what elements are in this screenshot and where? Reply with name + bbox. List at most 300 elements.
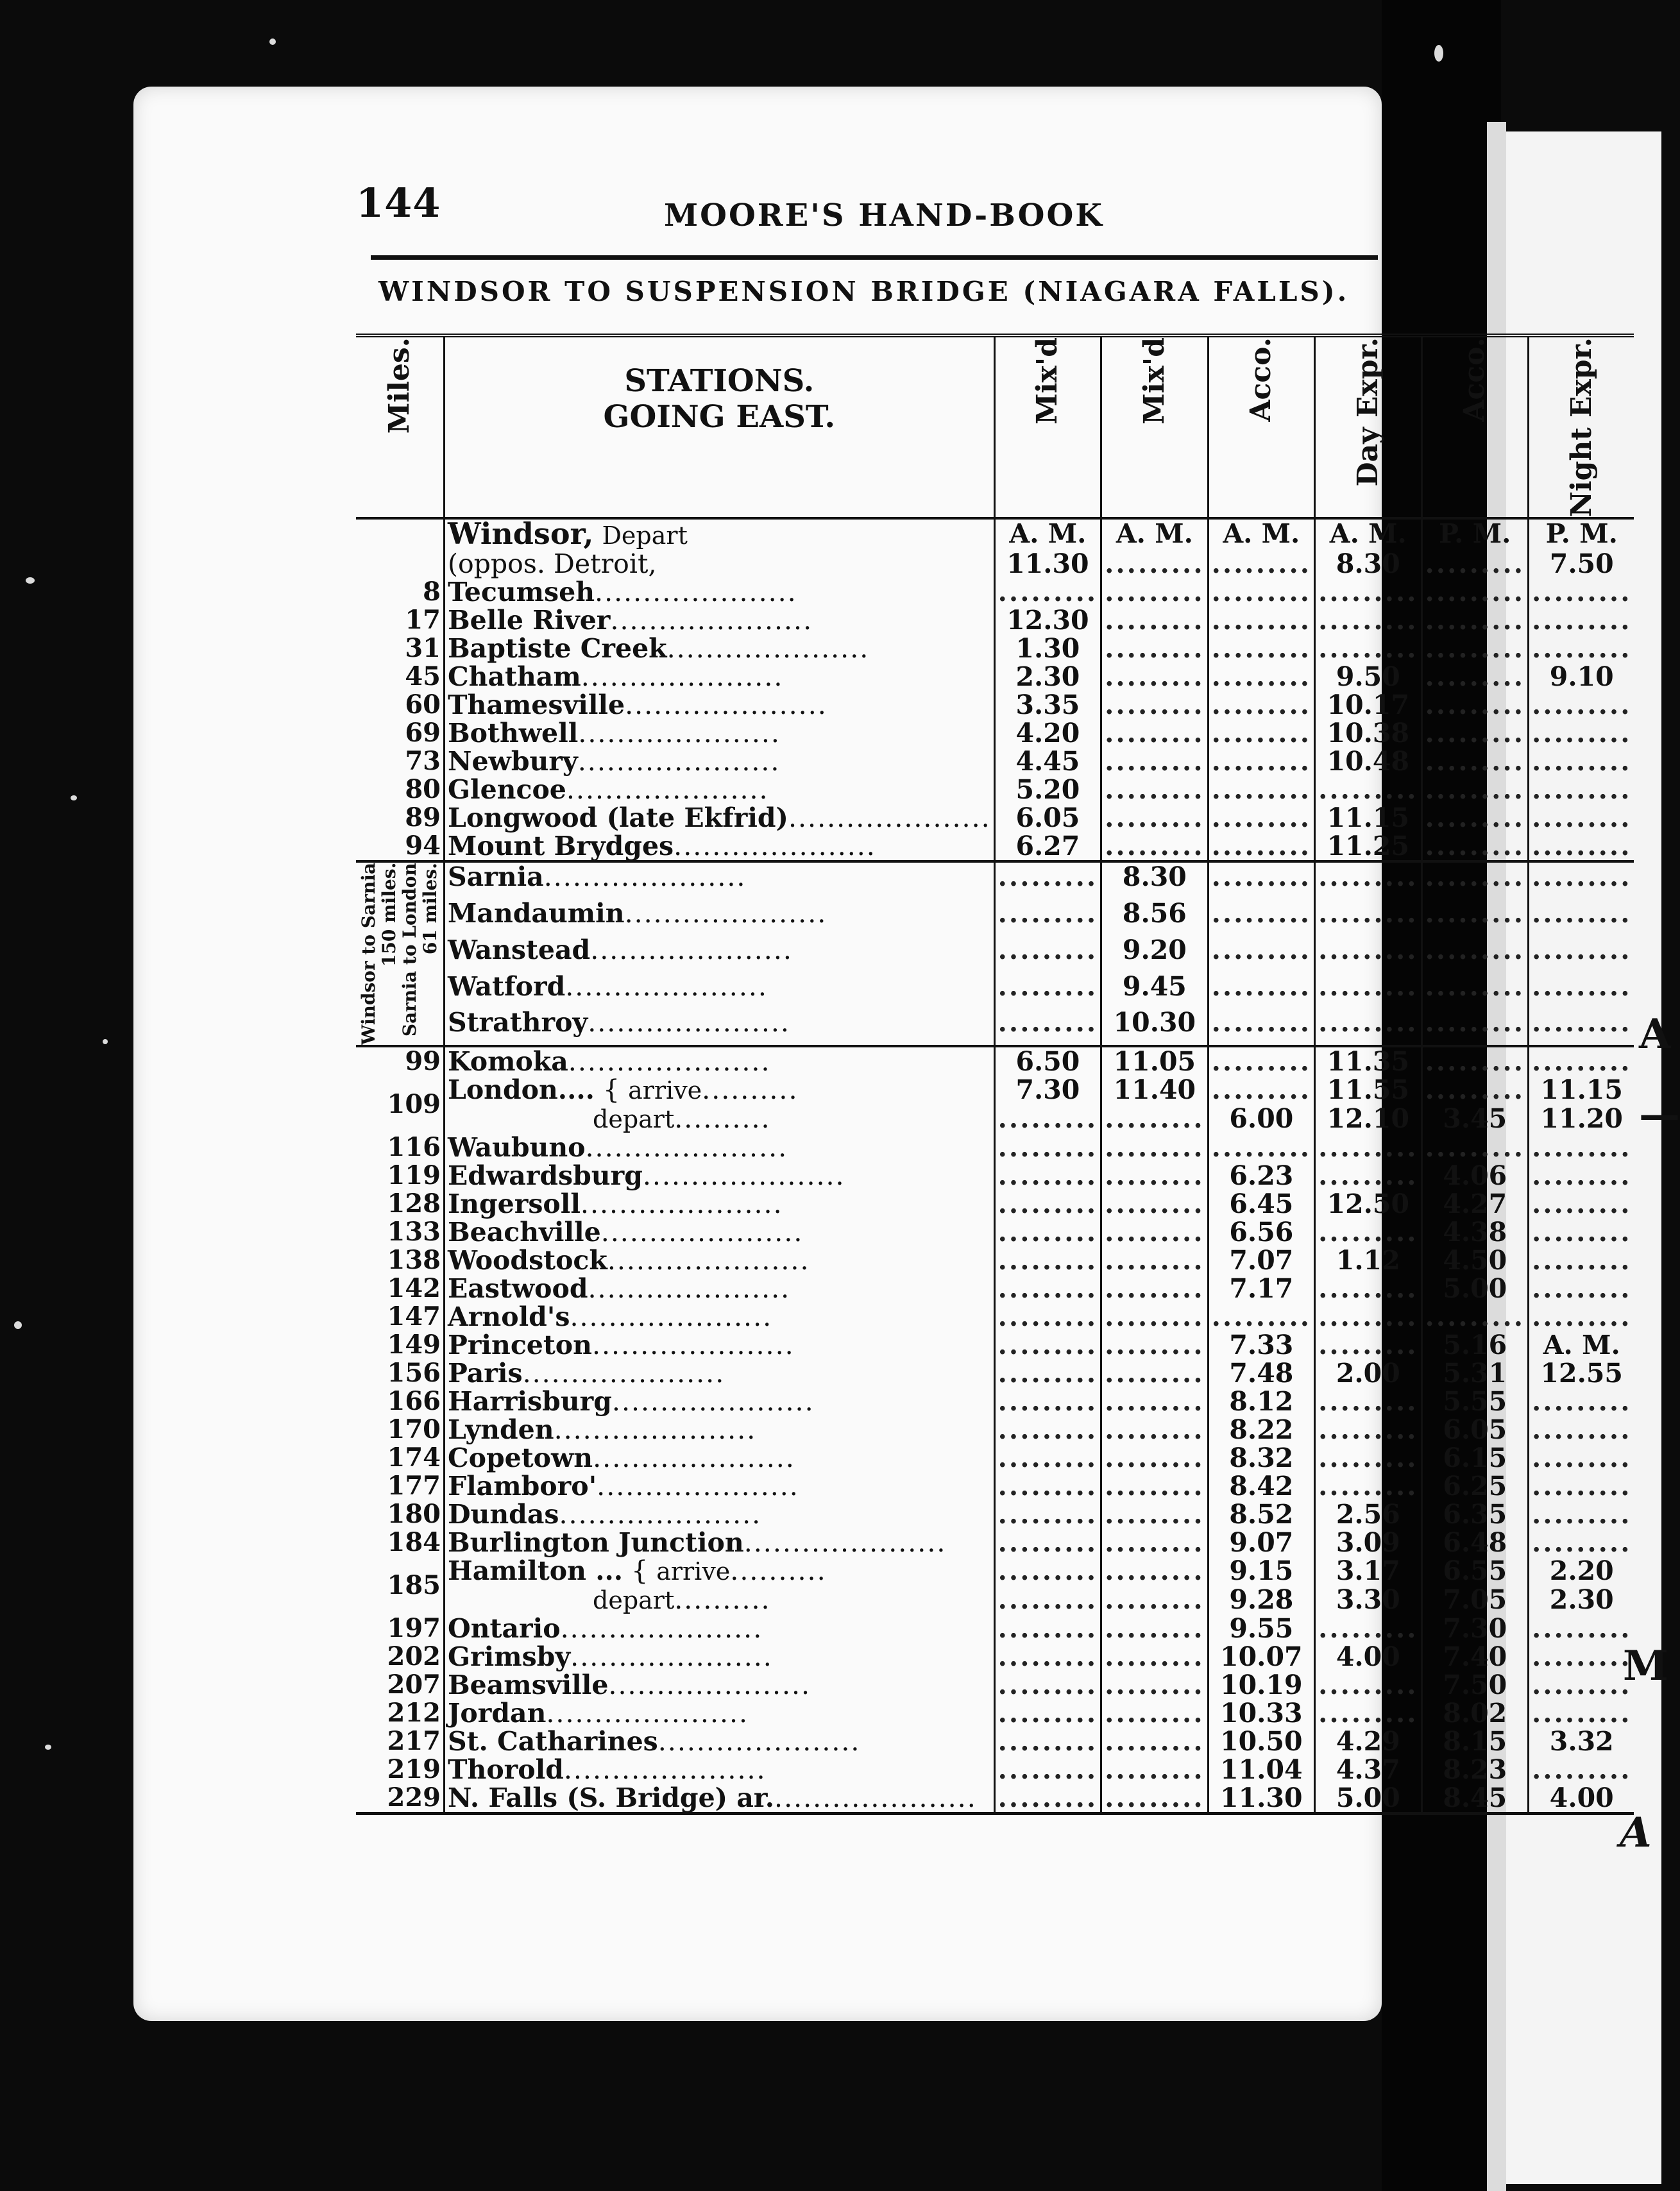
time-cell [1529, 899, 1634, 936]
table-row [356, 518, 1634, 550]
time-cell [994, 1331, 1101, 1359]
empty-time-dots: ......... [1532, 1189, 1632, 1220]
empty-time-dots: ......... [1532, 802, 1632, 834]
empty-time-dots: ......... [997, 1217, 1098, 1248]
page-number: 144 [356, 180, 441, 226]
time-cell: 7.40 [1421, 1643, 1528, 1671]
time-cell [1421, 691, 1528, 719]
leader-dots: ..................... [570, 1301, 773, 1333]
empty-time-dots: ......... [1105, 774, 1205, 806]
leader-dots: ..................... [577, 746, 781, 777]
station-name: Paris [448, 1358, 523, 1389]
time-cell [1421, 747, 1528, 775]
time-cell [1421, 663, 1528, 691]
station-name: Bothwell [448, 718, 579, 749]
time-cell [994, 1586, 1101, 1614]
table-row [356, 1472, 1634, 1500]
time-cell [1101, 606, 1208, 634]
time-cell: 12.30 [994, 606, 1101, 634]
timetable-page-content [318, 180, 1632, 1814]
station-name: Beamsville [448, 1670, 609, 1701]
station-cell [445, 936, 995, 972]
time-cell [1529, 1133, 1634, 1162]
time-cell [1101, 832, 1208, 861]
time-cell: 7.30 [1421, 1614, 1528, 1643]
time-cell: 6.55 [1421, 1557, 1528, 1586]
table-row [356, 719, 1634, 747]
station-cell [445, 663, 995, 691]
empty-time-dots: ......... [1318, 1471, 1418, 1502]
time-cell [1101, 1784, 1208, 1814]
arrive-label: arrive [656, 1557, 731, 1586]
empty-time-dots: ......... [1105, 1584, 1205, 1616]
time-cell [1421, 1303, 1528, 1331]
empty-time-dots: ......... [1425, 577, 1525, 608]
empty-time-dots: ......... [997, 1698, 1098, 1729]
train-header: Acco. [1208, 335, 1314, 518]
time-cell: 8.22 [1208, 1416, 1314, 1444]
station-cell [445, 1046, 995, 1076]
empty-time-dots: ......... [1532, 1527, 1632, 1559]
facing-page-glyph: — [1639, 1090, 1680, 1138]
station-name: Glencoe [448, 774, 566, 806]
branch-note-line: Sarnia to London [399, 863, 420, 1037]
time-cell [1101, 1699, 1208, 1727]
station-cell [445, 1008, 995, 1046]
empty-time-dots: ......... [1425, 1046, 1525, 1078]
miles-cell: 138 [356, 1246, 445, 1274]
time-cell [1529, 936, 1634, 972]
time-cell: 11.55 [1315, 1076, 1421, 1104]
station-name: Baptiste Creek [448, 633, 667, 664]
empty-time-dots: ......... [1105, 689, 1205, 721]
miles-cell: 89 [356, 804, 445, 832]
time-cell [1421, 936, 1528, 972]
empty-time-dots: ......... [1318, 633, 1418, 664]
miles-cell: 197 [356, 1614, 445, 1643]
time-cell [1529, 1008, 1634, 1046]
time-cell [994, 1557, 1101, 1586]
miles-cell: 119 [356, 1162, 445, 1190]
time-cell [1529, 719, 1634, 747]
time-cell [1101, 1671, 1208, 1699]
station-name: Flamboro' [448, 1471, 597, 1502]
empty-time-dots: ......... [1318, 935, 1418, 966]
branch-note-line: 61 miles. [420, 863, 441, 955]
time-cell [994, 1218, 1101, 1246]
station-cell [445, 804, 995, 832]
empty-time-dots: ......... [1211, 861, 1312, 893]
time-cell [1315, 1303, 1421, 1331]
station-name: Eastwood [448, 1273, 588, 1305]
empty-time-dots: ......... [997, 1160, 1098, 1192]
time-cell: A. M. [1315, 518, 1421, 550]
leader-dots: ..................... [568, 1046, 771, 1078]
time-cell [994, 1133, 1101, 1162]
empty-time-dots: ......... [1105, 1273, 1205, 1305]
table-row [356, 1162, 1634, 1190]
time-cell [994, 1671, 1101, 1699]
time-cell [994, 1727, 1101, 1755]
time-cell: 2.56 [1315, 1500, 1421, 1528]
time-cell [1101, 1218, 1208, 1246]
time-cell: 11.35 [1315, 1046, 1421, 1076]
miles-cell: 69 [356, 719, 445, 747]
empty-time-dots: ......... [1105, 605, 1205, 636]
leader-dots: ..................... [522, 1358, 725, 1389]
empty-time-dots: ......... [1532, 935, 1632, 966]
time-cell: 8.15 [1421, 1727, 1528, 1755]
time-cell: 1.30 [994, 634, 1101, 663]
table-row [356, 1387, 1634, 1416]
station-name: Jordan [448, 1698, 547, 1729]
empty-time-dots: ......... [1532, 1301, 1632, 1333]
station-name: Wanstead [448, 935, 591, 966]
time-cell: A. M. [1101, 518, 1208, 550]
station-cell [445, 518, 995, 550]
time-cell: 4.00 [1529, 1784, 1634, 1814]
time-cell: 6.25 [1421, 1472, 1528, 1500]
leader-dots: ..................... [595, 577, 797, 608]
empty-time-dots: ......... [1425, 1301, 1525, 1333]
time-cell [1315, 1472, 1421, 1500]
empty-time-dots: ......... [997, 1613, 1098, 1645]
empty-time-dots: ......... [1211, 605, 1312, 636]
table-row [356, 1359, 1634, 1387]
time-cell: 3.35 [994, 691, 1101, 719]
leader-dots: ..................... [588, 1007, 790, 1038]
time-cell [1529, 1671, 1634, 1699]
time-cell: 2.20 [1549, 1555, 1614, 1587]
empty-time-dots: ......... [1532, 1160, 1632, 1192]
station-name: Lynden [448, 1414, 554, 1446]
time-cell [1529, 1303, 1634, 1331]
table-row [356, 832, 1634, 861]
time-cell: 9.20 [1101, 936, 1208, 972]
time-cell [1421, 1133, 1528, 1162]
time-cell: 1.12 [1315, 1246, 1421, 1274]
time-cell [1529, 578, 1634, 606]
time-cell [1529, 1528, 1634, 1557]
empty-time-dots: ......... [1318, 1217, 1418, 1248]
time-cell [994, 1008, 1101, 1046]
miles-header: Miles. [356, 335, 445, 518]
leader-dots: ..................... [743, 1527, 947, 1559]
depart-label: depart [593, 1586, 675, 1615]
time-cell: 5.31 [1421, 1359, 1528, 1387]
time-cell [1315, 1274, 1421, 1303]
time-cell [1529, 1190, 1634, 1218]
empty-time-dots: ......... [1425, 1007, 1525, 1038]
time-cell [1101, 804, 1208, 832]
empty-time-dots: ......... [1425, 633, 1525, 664]
station-cell [445, 1387, 995, 1416]
miles-cell: 166 [356, 1387, 445, 1416]
time-cell [1101, 1444, 1208, 1472]
time-cell: 9.55 [1208, 1614, 1314, 1643]
table-row [356, 1133, 1634, 1162]
leader-dots: ..................... [559, 1499, 762, 1530]
time-cell: A. M. [1208, 518, 1314, 550]
time-cell [1529, 861, 1634, 899]
station-cell: Hamilton ... { arrive.......... [445, 1557, 995, 1586]
time-cell: 10.17 [1315, 691, 1421, 719]
table-row [356, 899, 1634, 936]
time-cell: 6.05 [1421, 1416, 1528, 1444]
leader-dots: ..................... [674, 831, 876, 862]
time-cell: 8.45 [1421, 1784, 1528, 1814]
miles-cell: 45 [356, 663, 445, 691]
station-name: St. Catharines [448, 1726, 658, 1757]
time-cell: 11.04 [1208, 1755, 1314, 1784]
miles-cell: 8 [356, 578, 445, 606]
empty-time-dots: ......... [1425, 802, 1525, 834]
empty-time-dots: ......... [1105, 1414, 1205, 1446]
table-row [356, 972, 1634, 1009]
miles-cell: 180 [356, 1500, 445, 1528]
station-name: Longwood (late Ekfrid) [448, 802, 788, 834]
time-cell [1101, 719, 1208, 747]
time-cell: 7.48 [1208, 1359, 1314, 1387]
time-cell [1529, 747, 1634, 775]
empty-time-dots: ......... [1532, 1217, 1632, 1248]
empty-time-dots: ......... [1105, 802, 1205, 834]
empty-time-dots: ......... [997, 1782, 1098, 1814]
time-cell: P. M. [1421, 518, 1528, 550]
time-cell [994, 1755, 1101, 1784]
time-cell [1101, 1359, 1208, 1387]
empty-time-dots: ......... [997, 1330, 1098, 1361]
time-cell [1101, 691, 1208, 719]
station-name: Chatham [448, 661, 581, 693]
miles-cell: 174 [356, 1444, 445, 1472]
time-cell: 10.30 [1101, 1008, 1208, 1046]
table-row [356, 1076, 1634, 1104]
time-cell [1101, 1331, 1208, 1359]
miles-cell: 116 [356, 1133, 445, 1162]
station-cell [445, 1727, 995, 1755]
empty-time-dots: ......... [1105, 1330, 1205, 1361]
leader-dots: ..................... [565, 970, 768, 1002]
miles-cell: 170 [356, 1416, 445, 1444]
station-cell [445, 1528, 995, 1557]
time-cell: 10.38 [1315, 719, 1421, 747]
empty-time-dots: ......... [1105, 1471, 1205, 1502]
leader-dots: ..................... [566, 774, 769, 806]
time-cell [1101, 663, 1208, 691]
time-cell [994, 1387, 1101, 1416]
route-title: WINDSOR TO SUSPENSION BRIDGE (NIAGARA FALLS). [378, 276, 1350, 307]
time-cell [1208, 899, 1314, 936]
time-cell [1529, 691, 1634, 719]
leader-dots: .......... [674, 1584, 771, 1616]
empty-time-dots: ......... [1532, 1273, 1632, 1305]
empty-time-dots: ......... [997, 1386, 1098, 1417]
leader-dots: ..................... [546, 1698, 749, 1729]
time-cell: 5.00 [1315, 1784, 1421, 1814]
time-cell [1315, 1699, 1421, 1727]
leader-dots: ..................... [611, 1386, 815, 1417]
miles-cell: 94 [356, 832, 445, 861]
empty-time-dots: ......... [1532, 718, 1632, 749]
station-name: Newbury [448, 746, 578, 777]
time-cell [1101, 1416, 1208, 1444]
time-cell: 4.38 [1421, 1218, 1528, 1246]
empty-time-dots: ......... [997, 970, 1098, 1002]
miles-cell [356, 550, 445, 578]
arrive-label: arrive [628, 1076, 702, 1105]
empty-time-dots: ......... [1211, 1074, 1312, 1106]
empty-time-dots: ......... [1105, 1555, 1205, 1587]
empty-time-dots: ......... [997, 861, 1098, 893]
time-cell [1208, 1008, 1314, 1046]
station-cell [445, 1359, 995, 1387]
leader-dots: ..................... [607, 1245, 810, 1276]
time-cell [1208, 804, 1314, 832]
time-cell: 8.52 [1208, 1500, 1314, 1528]
miles-cell: 17 [356, 606, 445, 634]
time-cell [1208, 606, 1314, 634]
table-row [356, 1331, 1634, 1359]
empty-time-dots: ......... [1532, 1641, 1632, 1673]
facing-page-glyph: A [1620, 1809, 1652, 1857]
time-cell [1529, 1416, 1634, 1444]
time-cell: 9.45 [1101, 972, 1208, 1009]
empty-time-dots: ......... [1532, 831, 1632, 862]
miles-cell: 149 [356, 1331, 445, 1359]
table-row [356, 861, 1634, 899]
time-cell [1421, 719, 1528, 747]
time-cell: 7.05 [1421, 1586, 1528, 1614]
station-cell [445, 634, 995, 663]
empty-time-dots: ......... [997, 1245, 1098, 1276]
time-cell [1315, 1133, 1421, 1162]
time-cell [1315, 634, 1421, 663]
empty-time-dots: ......... [1211, 970, 1312, 1002]
branch-note [359, 863, 441, 1045]
leader-dots: .......... [730, 1555, 827, 1587]
time-cell [1101, 775, 1208, 804]
time-cell: 4.20 [994, 719, 1101, 747]
empty-time-dots: ......... [1105, 1782, 1205, 1814]
time-cell [1421, 1008, 1528, 1046]
time-cell [1315, 1008, 1421, 1046]
time-cell [1529, 1246, 1634, 1274]
empty-time-dots: ......... [997, 1414, 1098, 1446]
time-cell [1421, 832, 1528, 861]
empty-time-dots: ......... [1425, 831, 1525, 862]
time-cell: 2.00 [1315, 1359, 1421, 1387]
station-name: Copetown [448, 1442, 593, 1474]
station-cell [445, 691, 995, 719]
time-cell: 11.20 [1540, 1103, 1623, 1135]
time-cell: 9.07 [1208, 1528, 1314, 1557]
time-cell [1529, 634, 1634, 663]
station-name: Arnold's [448, 1301, 570, 1333]
leader-dots: ..................... [666, 633, 870, 664]
table-row [356, 747, 1634, 775]
time-cell: 10.33 [1208, 1699, 1314, 1727]
empty-time-dots: ......... [1105, 831, 1205, 862]
time-cell [1529, 1218, 1634, 1246]
empty-time-dots: ......... [1318, 1613, 1418, 1645]
time-cell: 4.00 [1315, 1643, 1421, 1671]
time-cell: 9.15 [1208, 1557, 1314, 1586]
station-name: Waubuno [448, 1132, 586, 1163]
miles-cell [356, 518, 445, 550]
empty-time-dots: ......... [1105, 1698, 1205, 1729]
time-cell: 6.35 [1421, 1500, 1528, 1528]
time-cell: 11.15 [1540, 1074, 1623, 1106]
empty-time-dots: ......... [1532, 1471, 1632, 1502]
time-cell [1315, 1331, 1421, 1359]
time-cell: 7.17 [1208, 1274, 1314, 1303]
time-cell [1208, 719, 1314, 747]
empty-time-dots: ......... [1532, 898, 1632, 929]
empty-time-dots: ......... [997, 1132, 1098, 1163]
time-cell [1101, 747, 1208, 775]
time-cell [994, 861, 1101, 899]
station-name: Edwardsburg [448, 1160, 643, 1192]
time-cell [1208, 972, 1314, 1009]
station-cell [445, 1699, 995, 1727]
station-cell [445, 861, 995, 899]
time-cell [1101, 1614, 1208, 1643]
empty-time-dots: ......... [1318, 1132, 1418, 1163]
facing-page-glyph: A [1639, 1010, 1671, 1058]
station-cell [445, 1218, 995, 1246]
empty-time-dots: ......... [1532, 577, 1632, 608]
miles-cell: 219 [356, 1755, 445, 1784]
station-name: London.... [448, 1074, 595, 1106]
empty-time-dots: ......... [997, 577, 1098, 608]
time-cell [1529, 1444, 1634, 1472]
miles-cell: 184 [356, 1528, 445, 1557]
leader-dots: ..................... [578, 718, 781, 749]
time-cell [1529, 1614, 1634, 1643]
empty-time-dots: ......... [1211, 548, 1312, 580]
table-row [356, 606, 1634, 634]
empty-time-dots: ......... [997, 1555, 1098, 1587]
time-cell: 4.29 [1315, 1727, 1421, 1755]
empty-time-dots: ......... [1105, 1189, 1205, 1220]
table-row [356, 804, 1634, 832]
empty-time-dots: ......... [997, 1007, 1098, 1038]
time-cell [1315, 1218, 1421, 1246]
miles-cell: 128 [356, 1190, 445, 1218]
time-cell: 2.30 [1549, 1584, 1614, 1616]
time-cell [994, 1303, 1101, 1331]
station-cell [445, 1133, 995, 1162]
miles-cell: 207 [356, 1671, 445, 1699]
station-name: N. Falls (S. Bridge) ar. [448, 1782, 775, 1814]
empty-time-dots: ......... [1532, 1046, 1632, 1078]
empty-time-dots: ......... [1532, 1132, 1632, 1163]
time-cell: 8.56 [1101, 899, 1208, 936]
leader-dots: ..................... [658, 1726, 861, 1757]
empty-time-dots: ......... [997, 1273, 1098, 1305]
empty-time-dots: ......... [1425, 1132, 1525, 1163]
time-cell: 8.30 [1101, 861, 1208, 899]
empty-time-dots: ......... [1211, 577, 1312, 608]
time-cell [994, 972, 1101, 1009]
time-cell: 5.16 [1421, 1331, 1528, 1359]
time-cell [994, 1416, 1101, 1444]
empty-time-dots: ......... [1425, 861, 1525, 893]
train-header: Mix'd [994, 335, 1101, 518]
station-name: Thamesville [448, 689, 625, 721]
station-cell [445, 1303, 995, 1331]
